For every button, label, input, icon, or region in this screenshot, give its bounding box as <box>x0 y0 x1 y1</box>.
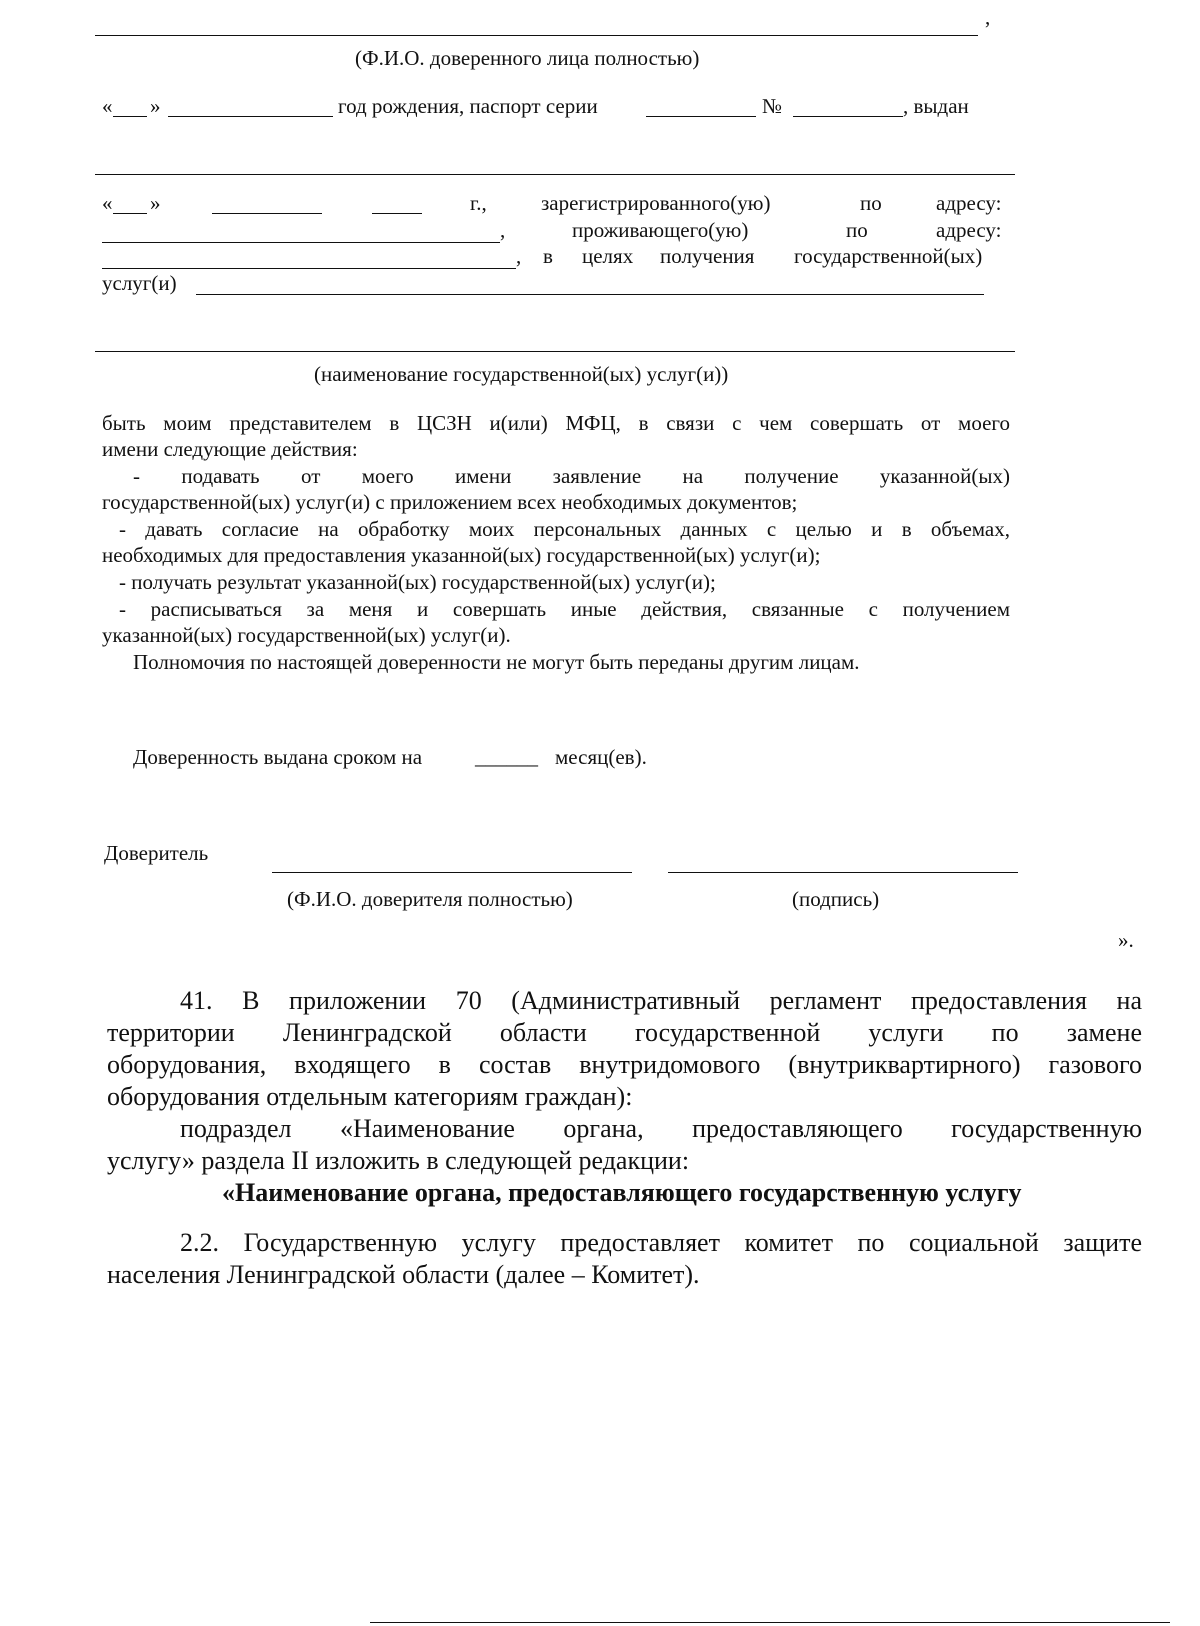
term-prefix: Доверенность выдана сроком на <box>133 745 423 769</box>
date-month-blank <box>212 213 322 214</box>
section41-heading-text: «Наименование органа, предоставляющего государственную услугу <box>222 1178 1022 1207</box>
principal-label: Доверитель <box>104 841 209 865</box>
principal-name-caption: (Ф.И.О. доверителя полностью) <box>287 887 573 911</box>
date-day-close: » <box>150 191 161 215</box>
body-b4-line1: - расписываться за меня и совершать иные действия, связанные с получением <box>119 597 1010 621</box>
date-year-blank <box>372 213 422 214</box>
body-b2-line1: - давать согласие на обработку моих персональных данных с целью и в объемах, <box>119 517 1010 541</box>
residing-address: адресу: <box>936 218 1002 242</box>
term-blank: ______ <box>475 745 538 769</box>
purpose-word-v: в <box>543 244 553 268</box>
purpose-word-gos: государственной(ых) <box>794 244 983 268</box>
purpose-word-tselyakh: целях <box>582 244 634 268</box>
body-b3: - получать результат указанной(ых) государственной(ых) услуг(и); <box>119 570 716 594</box>
birth-day-open: « <box>102 94 113 118</box>
body-b2-line2: необходимых для предоставления указанной(ых) государственной(ых) услуг(и); <box>102 543 821 567</box>
trailing-comma: , <box>985 5 991 29</box>
services-blank <box>196 294 984 295</box>
section41-line5: подраздел «Наименование органа, предоставляющего государственную <box>180 1114 1142 1143</box>
services-caption: (наименование государственной(ых) услуг(и)) <box>314 362 729 386</box>
registered-address: адресу: <box>936 191 1002 215</box>
issued-label: , выдан <box>903 94 969 118</box>
residing-label: проживающего(ую) <box>572 218 749 242</box>
residing-address-blank <box>102 268 516 269</box>
issued-by-line <box>95 174 1015 175</box>
date-day-blank <box>113 213 147 214</box>
passport-number-blank <box>793 116 903 117</box>
body-p1-line2: имени следующие действия: <box>102 437 358 461</box>
bottom-rule <box>370 1622 1170 1623</box>
proxy-name-line <box>95 35 978 36</box>
principal-name-line <box>272 872 632 873</box>
term-suffix: месяц(ев). <box>555 745 647 769</box>
birth-day-blank <box>113 116 147 117</box>
registered-address-blank <box>102 242 500 243</box>
purpose-comma: , <box>516 244 522 268</box>
body-powers: Полномочия по настоящей доверенности не могут быть переданы другим лицам. <box>133 650 860 674</box>
date-day-open: « <box>102 191 113 215</box>
section41-line6: услугу» раздела II изложить в следующей редакции: <box>107 1146 690 1175</box>
section41-line3: оборудования, входящего в состав внутридомового (внутриквартирного) газового <box>107 1050 1142 1079</box>
body-b4-line2: указанной(ых) государственной(ых) услуг(и). <box>102 623 511 647</box>
registered-po: по <box>860 191 882 215</box>
body-p1-line1: быть моим представителем в ЦСЗН и(или) МФЦ, в связи с чем совершать от моего <box>102 411 1010 435</box>
section41-line4: оборудования отдельным категориям граждан): <box>107 1082 633 1111</box>
closing-quote: ». <box>1118 928 1134 952</box>
passport-series-blank <box>646 116 756 117</box>
birth-day-close: » <box>150 94 161 118</box>
services-label: услуг(и) <box>102 271 177 295</box>
birth-month-blank <box>168 116 333 117</box>
section41-line1: 41. В приложении 70 (Административный регламент предоставления на <box>180 986 1142 1015</box>
proxy-name-caption: (Ф.И.О. доверенного лица полностью) <box>355 46 700 70</box>
number-sign: № <box>762 94 783 118</box>
body-b1-line1: - подавать от моего имени заявление на получение указанной(ых) <box>133 464 1010 488</box>
p22-line2: населения Ленинградской области (далее – Комитет). <box>107 1260 700 1289</box>
registered-label: зарегистрированного(ую) <box>541 191 771 215</box>
p22-line1: 2.2. Государственную услугу предоставляет комитет по социальной защите <box>180 1228 1142 1257</box>
residing-comma: , <box>500 218 506 242</box>
section41-heading <box>222 1177 1022 1209</box>
residing-po: по <box>846 218 868 242</box>
section41-line2: территории Ленинградской области государственной услуги по замене <box>107 1018 1142 1047</box>
principal-signature-line <box>668 872 1018 873</box>
purpose-word-polucheniya: получения <box>660 244 755 268</box>
body-b1-line2: государственной(ых) услуг(и) с приложением всех необходимых документов; <box>102 490 798 514</box>
year-abbr: г., <box>470 191 487 215</box>
birth-label: год рождения, паспорт серии <box>338 94 598 118</box>
services-blank-2 <box>95 351 1015 352</box>
signature-caption: (подпись) <box>792 887 880 911</box>
